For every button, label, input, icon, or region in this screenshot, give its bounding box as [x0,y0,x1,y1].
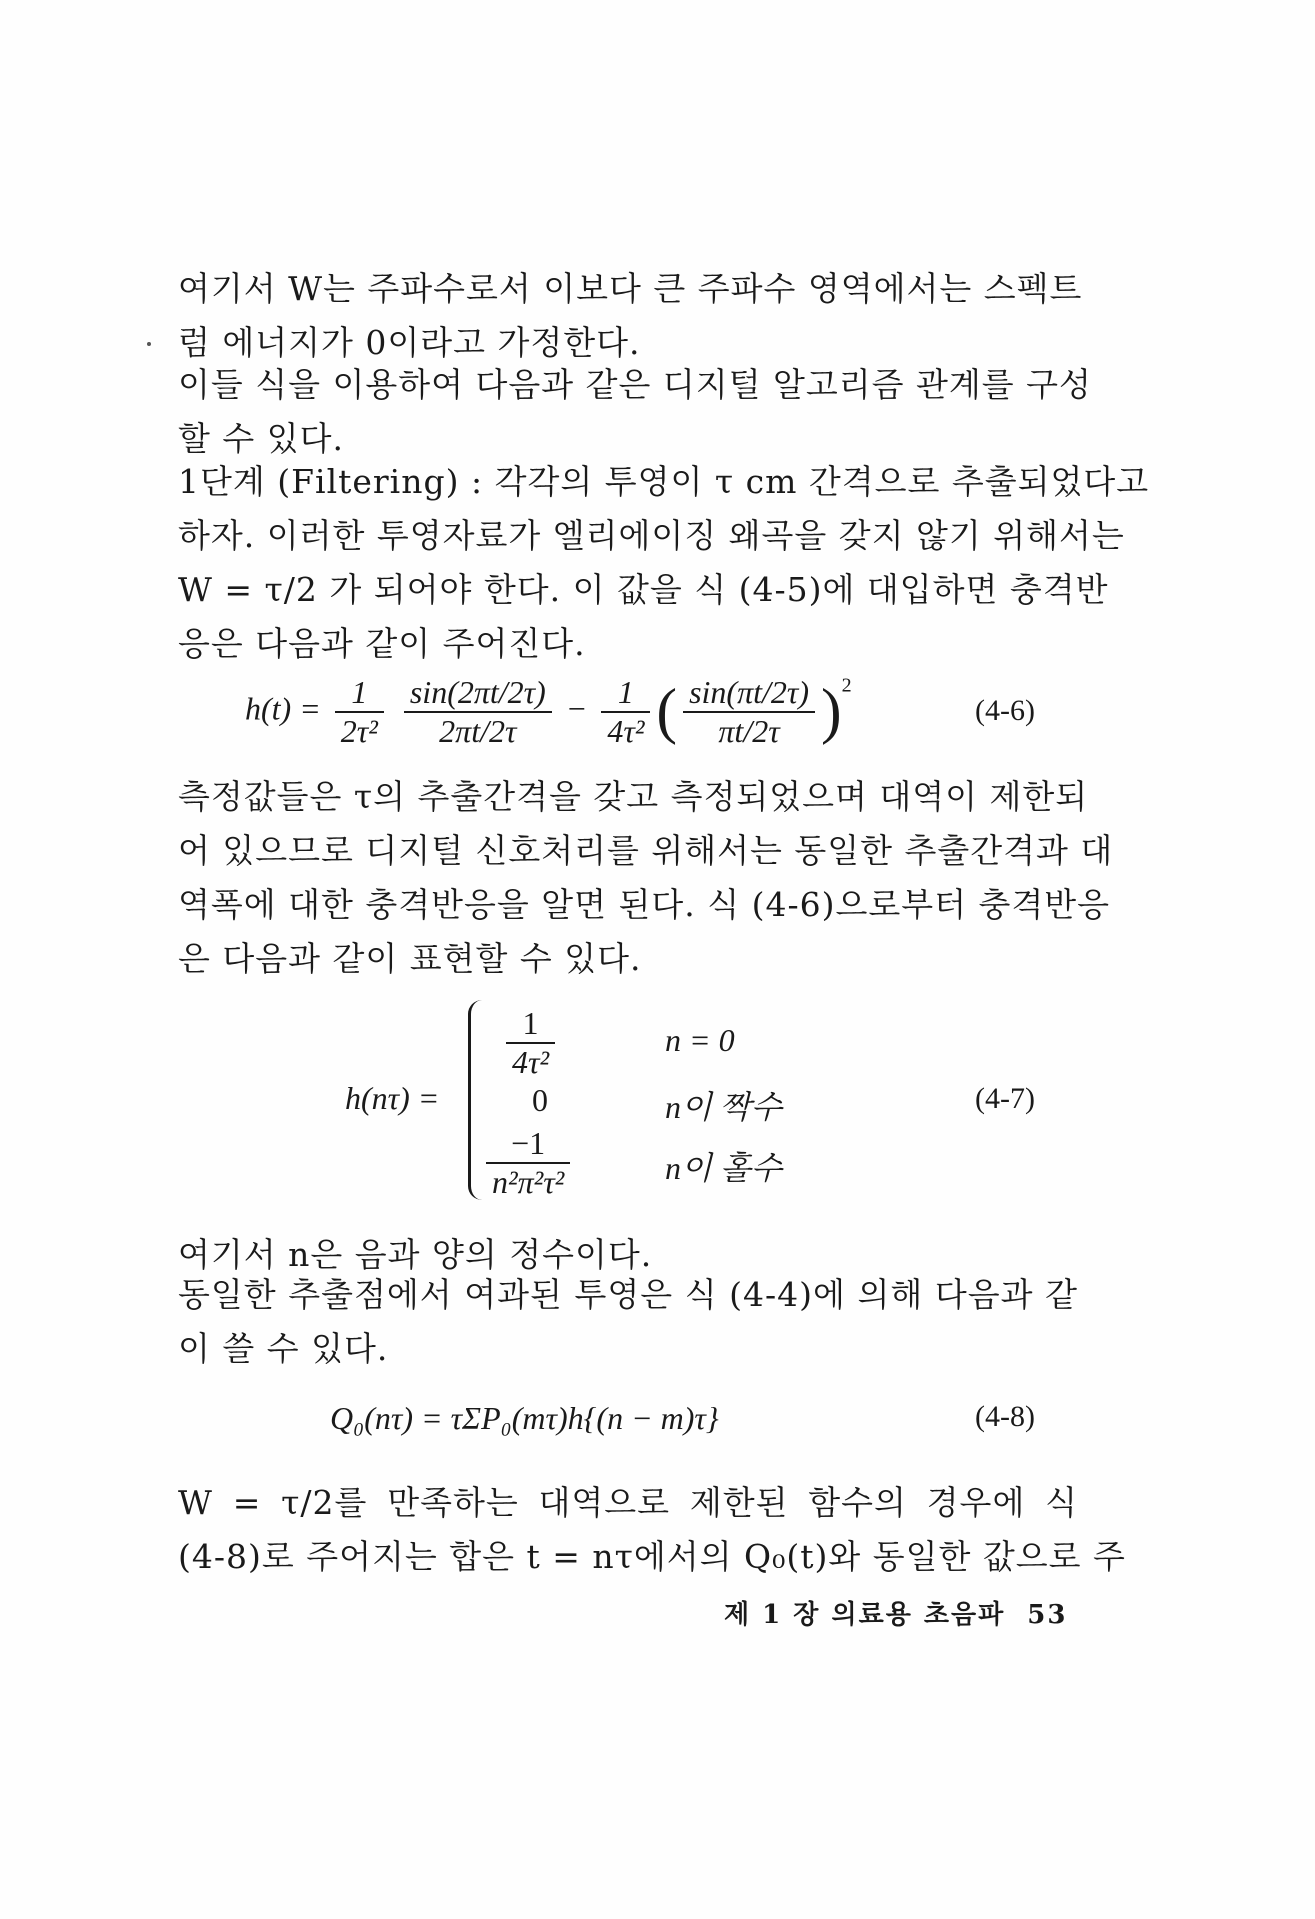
case-2-condition: n이 짝수 [665,1089,782,1125]
text-line: 할 수 있다. [178,419,344,458]
numerator: 1 [522,1005,539,1041]
paragraph-1 [178,262,1083,370]
fraction [404,674,552,750]
fraction [601,674,650,750]
denominator: 4τ² [506,1042,555,1081]
open-paren: ( [656,677,678,746]
chapter-title: 제 1 장 의료용 초음파 [724,1600,1006,1630]
text-line: 럼 에너지가 0이라고 가정한다. [178,323,641,362]
paragraph-6 [178,1268,1078,1376]
text-line: 이들 식을 이용하여 다음과 같은 디지털 알고리즘 관계를 구성 [178,365,1092,404]
page-number: 53 [1027,1600,1068,1630]
case-3-value [480,1125,576,1201]
page-footer [724,1594,1067,1631]
text-line: 하자. 이러한 투영자료가 엘리에이징 왜곡을 갖지 않기 위해서는 [178,516,1125,555]
text-line: 여기서 W는 주파수로서 이보다 큰 주파수 영역에서는 스펙트 [178,269,1083,308]
equation-4-6 [245,674,852,750]
text-line: 동일한 추출점에서 여과된 투영은 식 (4-4)에 의해 다음과 같 [178,1275,1078,1314]
text-line: 여기서 n은 음과 양의 정수이다. [178,1235,653,1274]
exponent: 2 [841,674,852,697]
case-2-value: 0 [532,1082,548,1118]
text-line: 측정값들은 τ의 추출간격을 갖고 측정되었으며 대역이 제한되 [178,777,1089,816]
equation-number: (4-8) [975,1400,1035,1433]
equation-4-7-lhs: h(nτ) = [345,1080,440,1116]
numerator: sin(πt/2τ) [689,674,809,710]
text-line: 1단계 (Filtering) : 각각의 투영이 τ cm 간격으로 추출되었다고 [178,462,1150,501]
equation-4-8: Q₀(nτ) = τΣP₀(mτ)h{(n − m)τ} [330,1400,719,1436]
denominator: 2πt/2τ [404,711,552,750]
text-line: (4-8)로 주어지는 합은 t = nτ에서의 Q₀(t)와 동일한 값으로 주 [178,1537,1126,1576]
eq-lhs: h(t) = [245,690,321,727]
denominator: πt/2τ [683,711,815,750]
text-line: 응은 다음과 같이 주어진다. [178,624,586,663]
fraction [683,674,815,750]
text-line: W = τ/2 가 되어야 한다. 이 값을 식 (4-5)에 대입하면 충격반 [178,570,1109,609]
paragraph-4 [178,770,1114,986]
numerator: 1 [351,674,368,710]
case-3-condition: n이 홀수 [665,1150,782,1186]
scan-dot [147,342,151,346]
equation-number: (4-6) [975,694,1035,727]
text-line: 어 있으므로 디지털 신호처리를 위해서는 동일한 추출간격과 대 [178,831,1114,870]
equation-number: (4-7) [975,1082,1035,1115]
fraction [335,674,384,750]
text-line: W = τ/2를 만족하는 대역으로 제한된 함수의 경우에 식 [178,1483,1078,1522]
paragraph-2 [178,358,1092,466]
case-1-condition: n = 0 [665,1022,735,1058]
minus-sign: − [565,690,588,727]
text-line: 은 다음과 같이 표현할 수 있다. [178,939,642,978]
numerator: 1 [617,674,634,710]
text-line: 이 쓸 수 있다. [178,1329,389,1368]
numerator: −1 [511,1125,546,1161]
denominator: 4τ² [601,711,650,750]
text-line: 역폭에 대한 충격반응을 알면 된다. 식 (4-6)으로부터 충격반응 [178,885,1111,924]
case-1-value [500,1005,561,1081]
paragraph-7 [178,1476,1126,1584]
denominator: n²π²τ² [486,1162,570,1201]
close-paren: ) [820,677,842,746]
fraction [506,1005,555,1081]
paragraph-3 [178,455,1150,671]
fraction [486,1125,570,1201]
numerator: sin(2πt/2τ) [409,674,546,710]
denominator: 2τ² [335,711,384,750]
